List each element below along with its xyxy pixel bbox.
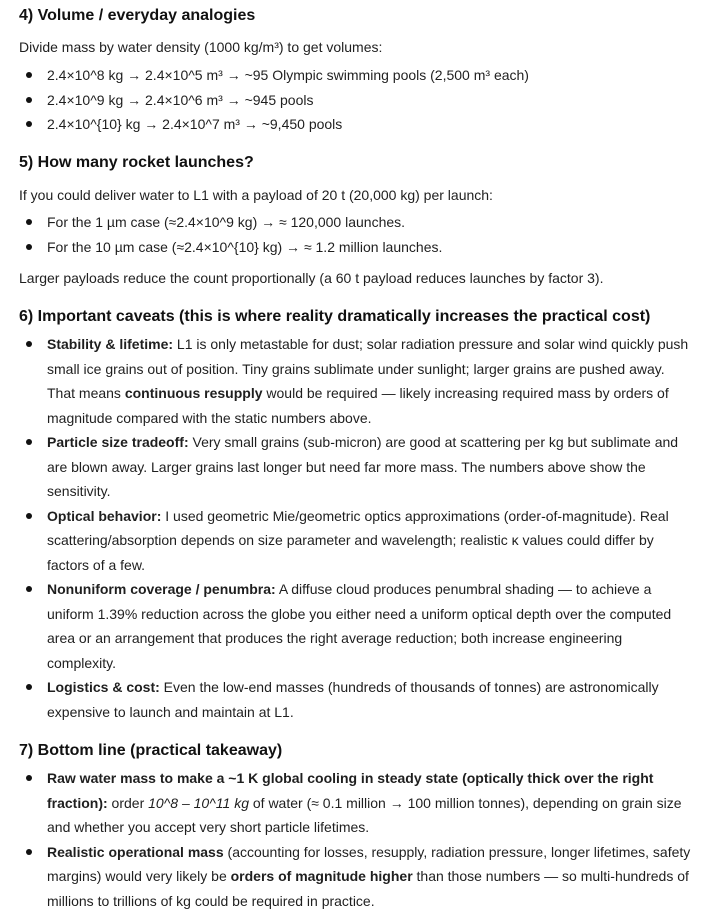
section-5-heading: 5) How many rocket launches? bbox=[19, 154, 254, 171]
section-4-heading: 4) Volume / everyday analogies bbox=[19, 7, 256, 24]
list-item: Stability & lifetime: L1 is only metastable for dust; solar radiation pressure and solar wind quickly push small ice grains out of position. Tiny grains sublimate under sunlight; larger grains are pushed away. That means continuous resupply would be required — likely increasing required mass by orders of magnitude compared with the static numbers above. bbox=[0, 332, 705, 430]
list-item: Particle size tradeoff: Very small grains (sub-micron) are good at scattering per kg but sublimate and are blown away. Larger grains last longer but need far more mass. The numbers above show the sensitivity. bbox=[0, 430, 705, 504]
list-item: Optical behavior: I used geometric Mie/geometric optics approximations (order-of-magnitude). Real scattering/absorption depends on size parameter and wavelength; realistic κ values could differ by factors of a few. bbox=[0, 504, 705, 578]
section-6-heading: 6) Important caveats (this is where reality dramatically increases the practical cost) bbox=[19, 308, 651, 325]
list-item: For the 10 µm case (≈2.4×10^{10} kg) → ≈ 1.2 million launches. bbox=[0, 235, 705, 260]
section-6-list bbox=[0, 332, 705, 724]
list-item: 2.4×10^9 kg → 2.4×10^6 m³ → ~945 pools bbox=[0, 88, 705, 113]
list-item: Realistic operational mass (accounting for losses, resupply, radiation pressure, longer lifetimes, safety margins) would very likely be orders of magnitude higher than those numbers — so multi-hundreds of millions to trillions of kg could be required in practice. bbox=[0, 840, 705, 914]
list-item: Raw water mass to make a ~1 K global cooling in steady state (optically thick over the right fraction): order 10^8 – 10^11 kg of water (≈ 0.1 million → 100 million tonnes), depending on grain size and whether you accept very short particle lifetimes. bbox=[0, 766, 705, 840]
section-4-intro: Divide mass by water density (1000 kg/m³) to get volumes: bbox=[19, 39, 383, 55]
section-5-intro: If you could deliver water to L1 with a payload of 20 t (20,000 kg) per launch: bbox=[19, 187, 493, 203]
section-7-heading: 7) Bottom line (practical takeaway) bbox=[19, 742, 283, 759]
section-4-list bbox=[0, 63, 705, 137]
list-item: Nonuniform coverage / penumbra: A diffuse cloud produces penumbral shading — to achieve a uniform 1.39% reduction across the globe you either need a uniform optical depth over the computed area or an arrangement that produces the right average reduction; both increase engineering complexity. bbox=[0, 577, 705, 675]
section-5-list bbox=[0, 210, 705, 259]
list-item: For the 1 µm case (≈2.4×10^9 kg) → ≈ 120,000 launches. bbox=[0, 210, 705, 235]
section-7-list bbox=[0, 766, 705, 913]
list-item: 2.4×10^8 kg → 2.4×10^5 m³ → ~95 Olympic swimming pools (2,500 m³ each) bbox=[0, 63, 705, 88]
section-5-outro: Larger payloads reduce the count proportionally (a 60 t payload reduces launches by factor 3). bbox=[19, 270, 604, 286]
list-item: Logistics & cost: Even the low-end masses (hundreds of thousands of tonnes) are astronomically expensive to launch and maintain at L1. bbox=[0, 675, 705, 724]
list-item: 2.4×10^{10} kg → 2.4×10^7 m³ → ~9,450 pools bbox=[0, 112, 705, 137]
